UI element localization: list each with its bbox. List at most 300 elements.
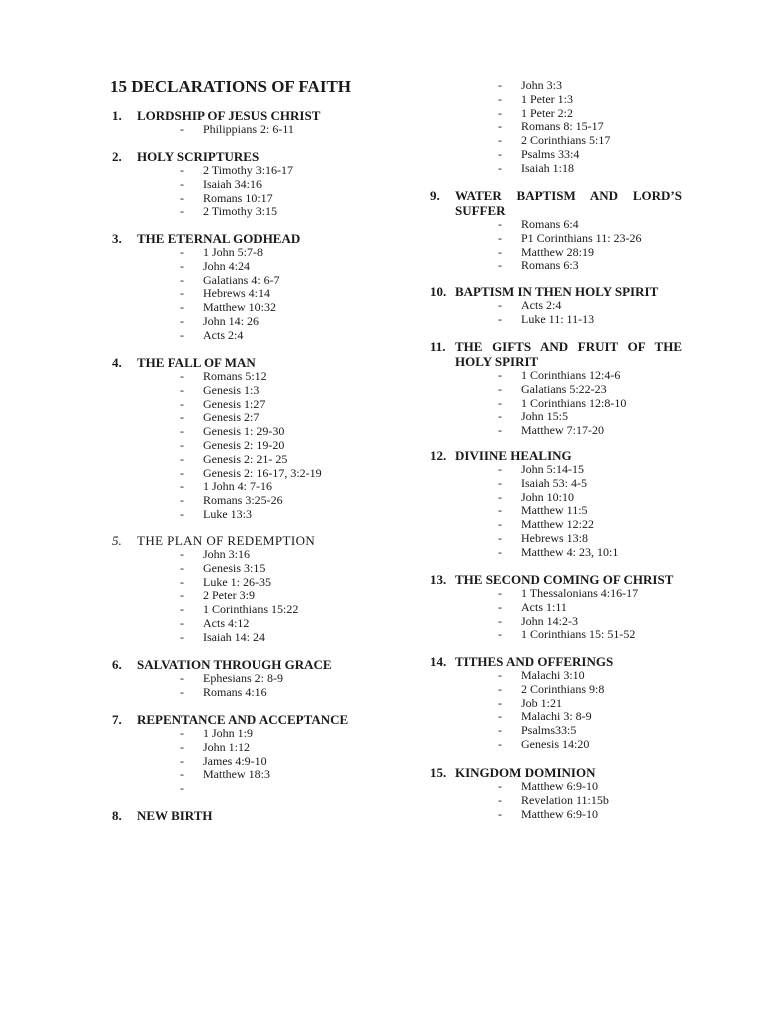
declaration-section bbox=[430, 572, 673, 642]
scripture-reference bbox=[498, 491, 618, 505]
bullet-dash: - bbox=[498, 599, 502, 614]
section-title: TITHES AND OFFERINGS bbox=[455, 654, 614, 669]
scripture-reference bbox=[498, 134, 610, 148]
scripture-reference bbox=[498, 587, 673, 601]
declaration-section bbox=[430, 654, 613, 752]
scripture-reference bbox=[498, 601, 673, 615]
section-heading bbox=[430, 188, 682, 218]
scripture-reference bbox=[180, 741, 348, 755]
scripture-reference bbox=[180, 164, 293, 178]
scripture-list bbox=[180, 123, 320, 137]
reference-text: Acts 2:4 bbox=[521, 298, 562, 312]
declaration-section bbox=[430, 765, 609, 821]
bullet-dash: - bbox=[180, 382, 184, 397]
reference-text: John 4:24 bbox=[203, 258, 251, 273]
reference-text: Isaiah 14: 24 bbox=[203, 629, 265, 644]
reference-text: Hebrews 13:8 bbox=[521, 530, 588, 545]
scripture-reference bbox=[180, 508, 322, 522]
scripture-list bbox=[498, 79, 610, 176]
scripture-reference bbox=[498, 410, 682, 424]
reference-text: Psalms33:5 bbox=[521, 723, 577, 738]
bullet-dash: - bbox=[498, 475, 502, 490]
reference-text: Romans 6:4 bbox=[521, 217, 579, 231]
reference-text: Genesis 1: 29-30 bbox=[203, 424, 285, 439]
scripture-reference bbox=[180, 329, 300, 343]
scripture-reference bbox=[180, 631, 315, 645]
scripture-reference bbox=[180, 453, 322, 467]
section-heading bbox=[112, 808, 213, 823]
section-heading bbox=[430, 765, 609, 780]
scripture-list bbox=[498, 463, 618, 560]
scripture-reference bbox=[180, 246, 300, 260]
section-title: THE PLAN OF REDEMPTION bbox=[137, 533, 316, 548]
bullet-dash: - bbox=[498, 544, 502, 559]
reference-text: John 14:2-3 bbox=[521, 613, 578, 628]
bullet-dash: - bbox=[498, 146, 502, 161]
section-number: 1. bbox=[112, 108, 122, 123]
bullet-dash: - bbox=[498, 695, 502, 710]
bullet-dash: - bbox=[498, 613, 502, 628]
declaration-section bbox=[112, 149, 293, 219]
scripture-reference bbox=[498, 504, 618, 518]
bullet-dash: - bbox=[498, 91, 502, 106]
scripture-reference bbox=[498, 259, 682, 273]
reference-text: 1 Corinthians 12:8-10 bbox=[521, 395, 627, 410]
reference-text: 1 John 1:9 bbox=[203, 726, 254, 740]
bullet-dash: - bbox=[498, 160, 502, 175]
section-number: 4. bbox=[112, 355, 122, 370]
scripture-reference bbox=[498, 477, 618, 491]
bullet-dash: - bbox=[498, 779, 502, 793]
reference-text: Matthew 7:17-20 bbox=[521, 423, 604, 438]
section-number: 7. bbox=[112, 712, 122, 727]
reference-text: Matthew 6:9-10 bbox=[521, 806, 598, 821]
scripture-reference bbox=[498, 808, 609, 822]
section-title: WATER BAPTISM AND LORD’S SUFFER bbox=[455, 188, 682, 218]
section-references bbox=[180, 548, 315, 645]
bullet-dash: - bbox=[498, 792, 502, 807]
scripture-reference bbox=[498, 79, 610, 93]
scripture-reference bbox=[498, 532, 618, 546]
scripture-reference bbox=[180, 439, 322, 453]
bullet-dash: - bbox=[180, 437, 184, 452]
reference-text: Genesis 2: 16-17, 3:2-19 bbox=[203, 465, 322, 480]
section-heading bbox=[112, 657, 332, 672]
scripture-reference bbox=[180, 589, 315, 603]
section-heading bbox=[430, 448, 618, 463]
bullet-dash: - bbox=[498, 217, 502, 231]
declaration-section bbox=[430, 188, 682, 273]
bullet-dash: - bbox=[180, 684, 184, 699]
reference-text: 2 Corinthians 9:8 bbox=[521, 681, 605, 696]
reference-text: Luke 13:3 bbox=[203, 506, 252, 521]
reference-text: Genesis 1:3 bbox=[203, 382, 260, 397]
bullet-dash: - bbox=[180, 629, 184, 644]
bullet-dash: - bbox=[498, 736, 502, 751]
scripture-reference bbox=[180, 411, 322, 425]
section-references-continued bbox=[430, 79, 610, 176]
reference-text: Matthew 11:5 bbox=[521, 503, 588, 518]
bullet-dash: - bbox=[498, 244, 502, 259]
bullet-dash: - bbox=[180, 506, 184, 521]
section-number: 9. bbox=[430, 188, 440, 203]
bullet-dash: - bbox=[180, 767, 184, 782]
reference-text: Malachi 3: 8-9 bbox=[521, 709, 592, 724]
reference-text: 1 John 5:7-8 bbox=[203, 245, 263, 259]
section-title: THE GIFTS AND FRUIT OF THE HOLY SPIRIT bbox=[455, 339, 682, 369]
reference-text: Job 1:21 bbox=[521, 695, 563, 710]
scripture-reference bbox=[498, 628, 673, 642]
bullet-dash: - bbox=[180, 726, 184, 740]
bullet-dash: - bbox=[498, 368, 502, 382]
scripture-reference bbox=[498, 120, 610, 134]
bullet-dash: - bbox=[180, 671, 184, 685]
scripture-reference bbox=[180, 205, 293, 219]
bullet-dash: - bbox=[498, 119, 502, 134]
scripture-reference bbox=[180, 315, 300, 329]
reference-text: Isaiah 34:16 bbox=[203, 176, 262, 191]
section-title: THE SECOND COMING OF CHRIST bbox=[455, 572, 674, 587]
scripture-reference bbox=[180, 398, 322, 412]
reference-text: Matthew 12:22 bbox=[521, 517, 594, 532]
scripture-reference bbox=[498, 518, 618, 532]
scripture-reference bbox=[180, 727, 348, 741]
section-number: 8. bbox=[112, 808, 122, 823]
section-title: DIVIINE HEALING bbox=[455, 448, 572, 463]
reference-text: Luke 1: 26-35 bbox=[203, 574, 271, 589]
bullet-dash: - bbox=[180, 190, 184, 205]
bullet-dash: - bbox=[180, 176, 184, 191]
declaration-section bbox=[112, 231, 300, 343]
scripture-reference bbox=[498, 93, 610, 107]
scripture-list bbox=[180, 727, 348, 796]
reference-text: Galatians 4: 6-7 bbox=[203, 272, 280, 287]
section-references bbox=[498, 587, 673, 642]
reference-text: Matthew 10:32 bbox=[203, 300, 276, 315]
section-title: HOLY SCRIPTURES bbox=[137, 149, 260, 164]
scripture-reference bbox=[498, 218, 682, 232]
scripture-reference bbox=[180, 603, 315, 617]
reference-text: John 15:5 bbox=[521, 409, 569, 424]
reference-text: Romans 4:16 bbox=[203, 684, 267, 699]
scripture-reference bbox=[498, 615, 673, 629]
reference-text: Romans 8: 15-17 bbox=[521, 119, 604, 134]
scripture-reference bbox=[498, 232, 682, 246]
bullet-dash: - bbox=[498, 627, 502, 642]
bullet-dash: - bbox=[498, 586, 502, 600]
bullet-dash: - bbox=[498, 78, 502, 92]
declaration-section bbox=[112, 808, 213, 823]
reference-text: John 5:14-15 bbox=[521, 462, 584, 476]
bullet-dash: - bbox=[498, 395, 502, 410]
bullet-dash: - bbox=[498, 258, 502, 273]
section-title: KINGDOM DOMINION bbox=[455, 765, 596, 780]
section-number: 11. bbox=[430, 339, 446, 354]
scripture-reference bbox=[498, 148, 610, 162]
scripture-reference bbox=[498, 780, 609, 794]
bullet-dash: - bbox=[498, 806, 502, 821]
reference-text: Romans 10:17 bbox=[203, 190, 273, 205]
bullet-dash: - bbox=[498, 298, 502, 312]
bullet-dash: - bbox=[498, 668, 502, 682]
scripture-reference bbox=[498, 738, 613, 752]
scripture-reference bbox=[180, 494, 322, 508]
reference-text: P1 Corinthians 11: 23-26 bbox=[521, 230, 642, 245]
section-title: LORDSHIP OF JESUS CHRIST bbox=[137, 108, 321, 123]
bullet-dash: - bbox=[180, 588, 184, 603]
section-references bbox=[498, 463, 618, 560]
section-heading bbox=[112, 108, 320, 123]
bullet-dash: - bbox=[180, 410, 184, 425]
declaration-section bbox=[112, 657, 332, 700]
reference-text: Matthew 18:3 bbox=[203, 767, 270, 782]
section-number: 13. bbox=[430, 572, 447, 587]
section-heading bbox=[112, 149, 293, 164]
reference-text: John 3:16 bbox=[203, 547, 251, 561]
bullet-dash: - bbox=[180, 204, 184, 219]
scripture-reference bbox=[180, 260, 300, 274]
bullet-dash: - bbox=[180, 547, 184, 561]
section-references bbox=[498, 369, 682, 438]
bullet-dash: - bbox=[180, 396, 184, 411]
bullet-dash: - bbox=[180, 560, 184, 575]
reference-text: Hebrews 4:14 bbox=[203, 286, 270, 301]
section-references bbox=[180, 370, 322, 522]
reference-text: John 10:10 bbox=[521, 489, 575, 504]
scripture-list bbox=[180, 164, 293, 219]
scripture-reference bbox=[498, 697, 613, 711]
bullet-dash: - bbox=[180, 369, 184, 383]
section-heading bbox=[112, 355, 322, 370]
section-references bbox=[498, 780, 609, 821]
section-heading bbox=[430, 339, 682, 369]
scripture-list bbox=[498, 299, 658, 327]
declaration-section bbox=[112, 533, 315, 645]
scripture-list bbox=[180, 246, 300, 343]
scripture-list bbox=[180, 672, 332, 700]
section-title: NEW BIRTH bbox=[137, 808, 213, 823]
reference-text: Isaiah 1:18 bbox=[521, 160, 574, 175]
bullet-dash: - bbox=[180, 313, 184, 328]
scripture-list bbox=[498, 780, 609, 821]
reference-text: 1 Corinthians 12:4-6 bbox=[521, 368, 621, 382]
bullet-dash: - bbox=[180, 327, 184, 342]
scripture-reference bbox=[498, 794, 609, 808]
scripture-reference bbox=[180, 384, 322, 398]
section-title: SALVATION THROUGH GRACE bbox=[137, 657, 332, 672]
bullet-dash: - bbox=[180, 300, 184, 315]
section-number: 10. bbox=[430, 284, 447, 299]
reference-text: Genesis 2: 21- 25 bbox=[203, 451, 288, 466]
section-number: 14. bbox=[430, 654, 447, 669]
scripture-reference bbox=[180, 672, 332, 686]
reference-text: Revelation 11:15b bbox=[521, 792, 609, 807]
reference-text: John 14: 26 bbox=[203, 313, 260, 328]
scripture-list bbox=[498, 587, 673, 642]
bullet-dash: - bbox=[498, 503, 502, 518]
section-heading bbox=[430, 654, 613, 669]
reference-text: 1 John 4: 7-16 bbox=[203, 479, 272, 494]
bullet-dash: - bbox=[180, 424, 184, 439]
section-number: 2. bbox=[112, 149, 122, 164]
bullet-dash: - bbox=[498, 489, 502, 504]
scripture-reference bbox=[498, 463, 618, 477]
reference-text: Ephesians 2: 8-9 bbox=[203, 671, 283, 685]
reference-text: 1 Peter 1:3 bbox=[521, 91, 573, 106]
section-title: THE FALL OF MAN bbox=[137, 355, 256, 370]
bullet-dash: - bbox=[498, 681, 502, 696]
reference-text: 1 Peter 2:2 bbox=[521, 105, 573, 120]
scripture-reference bbox=[180, 425, 322, 439]
reference-text: Psalms 33:4 bbox=[521, 146, 580, 161]
bullet-dash: - bbox=[180, 286, 184, 301]
section-number: 3. bbox=[112, 231, 122, 246]
bullet-dash: - bbox=[498, 133, 502, 148]
reference-text: Matthew 6:9-10 bbox=[521, 779, 598, 793]
reference-text: Acts 2:4 bbox=[203, 327, 244, 342]
section-heading bbox=[430, 284, 658, 299]
scripture-reference bbox=[180, 686, 332, 700]
section-references bbox=[180, 123, 320, 137]
declaration-section bbox=[112, 712, 348, 796]
bullet-dash: - bbox=[498, 105, 502, 120]
bullet-dash: - bbox=[180, 272, 184, 287]
section-number: 6. bbox=[112, 657, 122, 672]
bullet-dash: - bbox=[180, 451, 184, 466]
reference-text: Philippians 2: 6-11 bbox=[203, 122, 294, 136]
reference-text: Malachi 3:10 bbox=[521, 668, 585, 682]
reference-text: 1 Corinthians 15: 51-52 bbox=[521, 627, 636, 642]
reference-text: Romans 5:12 bbox=[203, 369, 267, 383]
scripture-reference bbox=[180, 178, 293, 192]
section-number: 12. bbox=[430, 448, 447, 463]
bullet-dash: - bbox=[498, 423, 502, 438]
reference-text: Matthew 4: 23, 10:1 bbox=[521, 544, 619, 559]
section-title: REPENTANCE AND ACCEPTANCE bbox=[137, 712, 349, 727]
section-references bbox=[180, 164, 293, 219]
reference-text: Romans 6:3 bbox=[521, 258, 579, 273]
section-title: THE ETERNAL GODHEAD bbox=[137, 231, 301, 246]
bullet-dash: - bbox=[498, 530, 502, 545]
declaration-section bbox=[430, 339, 682, 438]
bullet-dash: - bbox=[180, 122, 184, 136]
scripture-reference bbox=[498, 383, 682, 397]
bullet-dash: - bbox=[180, 258, 184, 273]
reference-text: James 4:9-10 bbox=[203, 753, 267, 768]
section-references bbox=[498, 669, 613, 752]
scripture-reference bbox=[498, 313, 658, 327]
scripture-reference bbox=[498, 669, 613, 683]
bullet-dash: - bbox=[180, 781, 184, 796]
scripture-reference bbox=[498, 546, 618, 560]
reference-text: 2 Timothy 3:16-17 bbox=[203, 163, 294, 177]
reference-text: John 1:12 bbox=[203, 739, 251, 754]
scripture-reference bbox=[180, 768, 348, 782]
bullet-dash: - bbox=[180, 574, 184, 589]
reference-text: Luke 11: 11-13 bbox=[521, 311, 595, 326]
declaration-section bbox=[112, 108, 320, 137]
bullet-dash: - bbox=[180, 245, 184, 259]
reference-text: Genesis 1:27 bbox=[203, 396, 266, 411]
bullet-dash: - bbox=[498, 709, 502, 724]
bullet-dash: - bbox=[180, 479, 184, 494]
reference-text: Genesis 14:20 bbox=[521, 736, 590, 751]
scripture-list bbox=[498, 369, 682, 438]
reference-text: 1 Thessalonians 4:16-17 bbox=[521, 586, 639, 600]
scripture-reference bbox=[180, 192, 293, 206]
reference-text: Matthew 28:19 bbox=[521, 244, 594, 259]
section-number: 5. bbox=[112, 533, 122, 548]
section-references bbox=[498, 299, 658, 327]
reference-text: 2 Corinthians 5:17 bbox=[521, 133, 611, 148]
bullet-dash: - bbox=[498, 381, 502, 396]
section-heading bbox=[112, 231, 300, 246]
bullet-dash: - bbox=[180, 493, 184, 508]
scripture-reference bbox=[498, 724, 613, 738]
scripture-list bbox=[180, 370, 322, 522]
section-title: BAPTISM IN THEN HOLY SPIRIT bbox=[455, 284, 659, 299]
scripture-reference bbox=[180, 123, 320, 137]
scripture-reference bbox=[180, 287, 300, 301]
scripture-reference bbox=[498, 397, 682, 411]
bullet-dash: - bbox=[180, 163, 184, 177]
reference-text: Romans 3:25-26 bbox=[203, 493, 283, 508]
bullet-dash: - bbox=[498, 311, 502, 326]
reference-text: Genesis 3:15 bbox=[203, 560, 266, 575]
reference-text: Genesis 2: 19-20 bbox=[203, 437, 285, 452]
scripture-reference bbox=[498, 683, 613, 697]
scripture-reference bbox=[180, 274, 300, 288]
scripture-reference bbox=[498, 107, 610, 121]
scripture-reference bbox=[180, 467, 322, 481]
reference-text: Galatians 5:22-23 bbox=[521, 381, 607, 396]
scripture-reference bbox=[180, 782, 348, 796]
bullet-dash: - bbox=[180, 615, 184, 630]
scripture-reference bbox=[180, 562, 315, 576]
scripture-reference bbox=[498, 424, 682, 438]
bullet-dash: - bbox=[180, 465, 184, 480]
section-heading bbox=[430, 572, 673, 587]
scripture-reference bbox=[180, 755, 348, 769]
scripture-reference bbox=[180, 617, 315, 631]
scripture-reference bbox=[180, 548, 315, 562]
reference-text: John 3:3 bbox=[521, 78, 563, 92]
reference-text: 1 Corinthians 15:22 bbox=[203, 602, 299, 617]
scripture-reference bbox=[498, 299, 658, 313]
bullet-dash: - bbox=[498, 462, 502, 476]
bullet-dash: - bbox=[498, 230, 502, 245]
reference-text: Acts 1:11 bbox=[521, 599, 567, 614]
scripture-reference bbox=[498, 162, 610, 176]
reference-text: Acts 4:12 bbox=[203, 615, 250, 630]
declaration-section bbox=[112, 355, 322, 522]
scripture-list bbox=[498, 218, 682, 273]
section-number: 15. bbox=[430, 765, 447, 780]
declaration-section bbox=[430, 284, 658, 327]
bullet-dash: - bbox=[498, 723, 502, 738]
bullet-dash: - bbox=[180, 753, 184, 768]
bullet-dash: - bbox=[498, 517, 502, 532]
bullet-dash: - bbox=[180, 739, 184, 754]
reference-text: 2 Peter 3:9 bbox=[203, 588, 255, 603]
bullet-dash: - bbox=[498, 409, 502, 424]
scripture-reference bbox=[498, 369, 682, 383]
declaration-section bbox=[430, 448, 618, 560]
scripture-reference bbox=[180, 370, 322, 384]
scripture-list bbox=[180, 548, 315, 645]
scripture-list bbox=[498, 669, 613, 752]
section-heading bbox=[112, 533, 315, 548]
